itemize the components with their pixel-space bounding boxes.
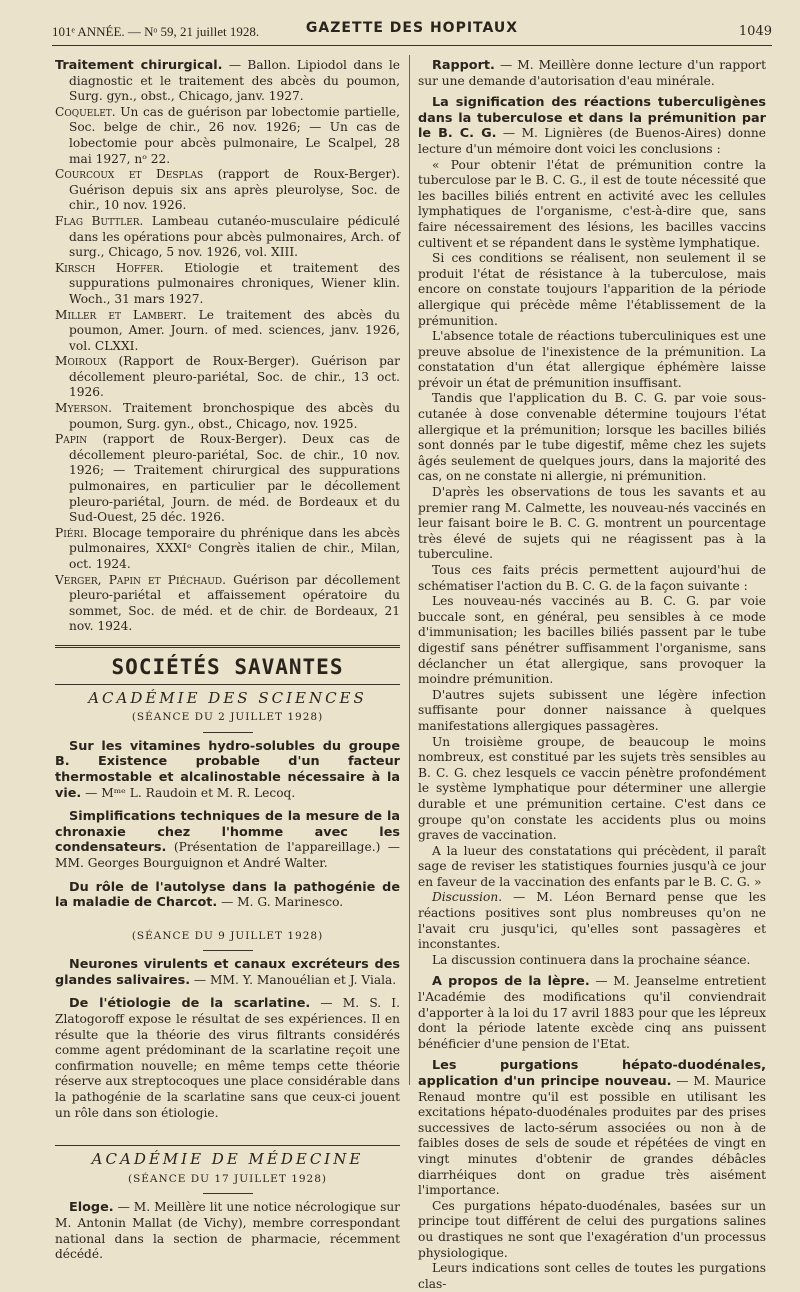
reference-author: Kirsch Hoffer. bbox=[55, 260, 164, 275]
reference-text: Blocage temporaire du phrénique dans les abcès pulmonaires, XXXIᵉ Congrès italien de chir., Milan, oct. 1924. bbox=[69, 525, 400, 571]
reference-entry bbox=[55, 573, 400, 635]
reference-text: Lambeau cutanéo-musculaire pédiculé dans les opérations pour abcès pulmonaires, Arch. of surg., Chicago, 5 nov. 1926, vol. XIII. bbox=[69, 213, 400, 260]
rapport-paragraph bbox=[418, 58, 766, 89]
reference-text: Etiologie et traitement des suppurations pulmonaires chroniques, Wiener klin. Woch., 31 mars 1927. bbox=[69, 260, 400, 306]
item-title: Neurones virulents et canaux excréteurs des glandes salivaires. bbox=[55, 957, 400, 988]
body-paragraph: D'autres sujets subissent une légère infection suffisante pour donner naissance à quelques manifestations allergiques passagères. bbox=[418, 687, 766, 733]
signification-paragraph bbox=[418, 95, 766, 157]
communication-item bbox=[55, 996, 400, 1121]
item-text: — Mᵐᵉ L. Raudoin et M. R. Lecoq. bbox=[81, 785, 296, 800]
communication-item bbox=[55, 880, 400, 911]
journal-title: GAZETTE DES HOPITAUX bbox=[305, 20, 519, 36]
reference-author: Moiroux bbox=[55, 354, 107, 369]
body-paragraph: L'absence totale de réactions tuberculiniques est une preuve absolue de l'inexistence de la prémunition. La constatation d'un état allergique éphémère laisse prévoir un état de prémunition insuffisant. bbox=[418, 329, 766, 390]
body-paragraph: « Pour obtenir l'état de prémunition contre la tuberculose par le B. C. G., il est de toute nécessité que les bacilles biliés entrent en activité avec les cellules lymphatiques de l'organisme, c'est-à-dire que, sans faire nécessairement des lésions, les bacilles vaccins cultivent et se répandent dans le système lymphatique. bbox=[418, 157, 766, 250]
seance-date: (SÉANCE DU 9 JUILLET 1928) bbox=[131, 929, 324, 942]
item-title: A propos de la lèpre. bbox=[432, 974, 590, 990]
reference-list bbox=[55, 58, 400, 635]
reference-entry bbox=[55, 401, 400, 432]
item-text: — M. Meillère lit une notice nécrologique sur M. Antonin Mallat (de Vichy), membre correspondant national dans la section de pharmacie, récemment décédé. bbox=[55, 1200, 400, 1262]
body-paragraph: Leurs indications sont celles de toutes les purgations clas- bbox=[418, 1261, 766, 1291]
header-rule bbox=[52, 45, 772, 46]
reference-author: Traitement chirurgical. bbox=[55, 58, 223, 73]
reference-author: Myerson. bbox=[55, 401, 113, 416]
item-text: — M. Maurice Renaud montre qu'il est possible en utilisant les excitations hépato-duodénales produites par des prises successives de lacto-sérum associées ou non à de faibles doses de sels de soude et répétées de vingt en vingt minutes d'obtenir de grandes débâcles diarrhéiques dont on gradue très aisément l'importance. bbox=[418, 1074, 766, 1198]
reference-entry bbox=[55, 308, 400, 355]
communication-item bbox=[55, 957, 400, 988]
right-column bbox=[418, 58, 766, 1292]
lepre-paragraph bbox=[418, 974, 766, 1052]
section-double-rule bbox=[55, 645, 400, 648]
item-text: — M. Lignières (de Buenos-Aires) donne lecture d'un mémoire dont voici les conclusions : bbox=[418, 126, 766, 156]
item-text: — MM. Y. Manouélian et J. Viala. bbox=[190, 972, 397, 987]
reference-author: Coquelet. bbox=[55, 104, 116, 119]
body-paragraph: Ces purgations hépato-duodénales, basées sur un principe tout différent de celui des purgations salines ou drastiques ne sont que l'exagération d'un processus physiologique. bbox=[418, 1198, 766, 1260]
body-paragraph: A la lueur des constatations qui précèdent, il paraît sage de reviser les statistiques fournies jusqu'à ce jour en faveur de la vaccination des enfants par le B. C. G. » bbox=[418, 843, 766, 889]
discussion-continue: La discussion continuera dans la prochaine séance. bbox=[432, 952, 751, 967]
item-title: Discussion. bbox=[432, 890, 503, 905]
reference-author: Papin bbox=[55, 432, 88, 447]
column-divider bbox=[409, 55, 410, 1085]
reference-entry bbox=[55, 261, 400, 308]
reference-author: Miller et Lambert. bbox=[55, 307, 187, 322]
reference-author: Piéri. bbox=[55, 525, 88, 540]
reference-text: (rapport de Roux-Berger). Deux cas de décollement pleuro-pariétal, Soc. de chir., 10 nov. 1926; — Traitement chirurgical des suppurations pulmonaires, en particulier par le décollement pleuro-pariétal, Journ. de méd. de Bordeaux et du Sud-Ouest, 25 déc. 1926. bbox=[69, 432, 400, 525]
reference-entry bbox=[55, 105, 400, 167]
reference-entry bbox=[55, 214, 400, 261]
seance-date: (SÉANCE DU 17 JUILLET 1928) bbox=[127, 1172, 328, 1185]
item-title: Sur les vitamines hydro-solubles du groupe B. Existence probable d'un facteur thermostable et alcalinostable nécessaire à la vie. bbox=[55, 738, 400, 801]
reference-entry bbox=[55, 354, 400, 401]
reference-text: (Rapport de Roux-Berger). Guérison par décollement pleuro-pariétal, Soc. de chir., 13 oct. 1926. bbox=[69, 354, 400, 400]
short-rule bbox=[203, 950, 253, 951]
memoire-conclusions bbox=[418, 158, 766, 891]
body-paragraph: Si ces conditions se réalisent, non seulement il se produit l'état de résistance à la tuberculose, mais encore on constate toujours l'apparition de la période allergique qui précède même l'établissement de la prémunition. bbox=[418, 251, 766, 328]
items-seance-1 bbox=[55, 739, 400, 911]
page-header bbox=[52, 18, 772, 44]
heading-academie-medecine: ACADÉMIE DE MÉDECINE bbox=[91, 1150, 364, 1169]
item-text: — M. Léon Bernard pense que les réactions positives sont plus nombreuses qu'on ne l'avait cru jusqu'ici, qu'elles sont passagères et inconstantes. bbox=[418, 890, 766, 952]
issue-info: 101ᵉ ANNÉE. — Nᵒ 59, 21 juillet 1928. bbox=[52, 24, 260, 39]
item-text: — M. Meillère donne lecture d'un rapport sur une demande d'autorisation d'eau minérale. bbox=[418, 58, 766, 88]
item-text: — M. Jeanselme entretient l'Académie des modifications qu'il conviendrait d'apporter à la loi du 17 avril 1883 pour que les lépreux dont la période latente excède cinq ans puissent bénéficier d'une pension de l'Etat. bbox=[418, 974, 767, 1051]
reference-entry bbox=[55, 432, 400, 526]
rule bbox=[55, 1145, 400, 1146]
reference-text: — Ballon. Lipiodol dans le diagnostic et le traitement des abcès du poumon, Surg. gyn., obst., Chicago, janv. 1927. bbox=[69, 58, 400, 104]
rule bbox=[55, 684, 400, 685]
items-seance-2 bbox=[55, 957, 400, 1121]
item-title: Eloge. bbox=[69, 1200, 114, 1216]
reference-entry bbox=[55, 167, 400, 214]
item-title: Les purgations hépato-duodénales, application d'un principe nouveau. bbox=[418, 1058, 766, 1089]
body-paragraph: Les nouveau-nés vaccinés au B. C. G. par voie buccale sont, en général, peu sensibles à ce mode d'immunisation; les bacilles biliés passent par le tube digestif sans pénétrer suffisamment l'organisme, sans déclancher un état allergique, sans provoquer la moindre prémunition. bbox=[418, 594, 766, 687]
seance-date: (SÉANCE DU 2 JUILLET 1928) bbox=[131, 711, 324, 724]
discussion-paragraph bbox=[418, 890, 766, 952]
reference-text: Le traitement des abcès du poumon, Amer. Journ. of med. sciences, janv. 1926, vol. CLXXI. bbox=[69, 307, 400, 353]
item-text: (Présentation de l'appareillage.) — MM. Georges Bourguignon et André Walter. bbox=[55, 840, 400, 870]
purgations-continued bbox=[418, 1199, 766, 1292]
reference-author: Verger, Papin et Piéchaud. bbox=[55, 572, 226, 587]
left-column bbox=[55, 58, 400, 1263]
reference-entry bbox=[55, 58, 400, 105]
item-title: Rapport. bbox=[432, 58, 495, 73]
body-paragraph: Tous ces faits précis permettent aujourd'hui de schématiser l'action du B. C. G. de la façon suivante : bbox=[418, 563, 766, 593]
item-text: — M. S. I. Zlatogoroff expose le résultat de ses expériences. Il en résulte que la théorie des virus filtrants considérés comme agent prédominant de la scarlatine reçoit une confirmation nouvelle; en même temps cette théorie réserve aux streptocoques une place considérable dans la pathogénie de la scarlatine sans que ceux-ci jouent un rôle dans son étiologie. bbox=[55, 996, 400, 1120]
reference-text: (rapport de Roux-Berger). Guérison depuis six ans après pleurolyse, Soc. de chir., 10 nov. 1926. bbox=[69, 167, 400, 213]
item-title: Du rôle de l'autolyse dans la pathogénie de la maladie de Charcot. bbox=[55, 879, 400, 911]
reference-author: Flag Buttler. bbox=[55, 213, 144, 228]
short-rule bbox=[203, 1193, 253, 1194]
short-rule bbox=[203, 732, 253, 733]
item-title: La signification des réactions tuberculigènes dans la tuberculose et dans la prémunition par le B. C. G. bbox=[418, 95, 766, 142]
purgations-paragraph bbox=[418, 1058, 766, 1198]
reference-text: Traitement bronchospique des abcès du poumon, Surg. gyn., obst., Chicago, nov. 1925. bbox=[69, 401, 400, 431]
reference-text: Guérison par décollement pleuro-pariétal et affaissement opératoire du sommet, Soc. de méd. et de chir. de Bordeaux, 21 nov. 1924. bbox=[69, 572, 400, 634]
item-title: De l'étiologie de la scarlatine. bbox=[69, 996, 311, 1012]
body-paragraph: Un troisième groupe, de beaucoup le moins nombreux, est constitué par les sujets très sensibles au B. C. G. chez lesquels ce vaccin pénètre profondément le système lymphatique pour déterminer une allergie durable et une prémunition certaine. C'est dans ce groupe qu'on constate les accidents plus ou moins graves de vaccination. bbox=[418, 734, 766, 843]
page-number: 1049 bbox=[738, 24, 772, 39]
body-paragraph: D'après les observations de tous les savants et au premier rang M. Calmette, les nouveau-nés vaccinés en leur faisant boire le B. C. G. montrent un pourcentage très élevé de sujets qui ne réagissent pas à la tuberculine. bbox=[418, 485, 766, 562]
item-text: — M. G. Marinesco. bbox=[217, 895, 344, 910]
reference-author: Courcoux et Desplas bbox=[55, 167, 204, 182]
item-title: Simplifications techniques de la mesure de la chronaxie chez l'homme avec les condensateurs. bbox=[55, 809, 400, 856]
section-heading-societes: SOCIÉTÉS SAVANTES bbox=[111, 654, 344, 679]
communication-item bbox=[55, 809, 400, 871]
reference-text: Un cas de guérison par lobectomie partielle, Soc. belge de chir., 26 nov. 1926; — Un cas de lobectomie pour abcès pulmonaire, Le Scalpel, 28 mai 1927, nᵒ 22. bbox=[69, 104, 400, 166]
communication-item bbox=[55, 739, 400, 801]
body-paragraph: Tandis que l'application du B. C. G. par voie sous-cutanée à dose convenable détermine toujours l'état allergique et la prémunition; lorsque les bacilles biliés sont donnés par le tube digestif, même chez les sujets âgés seulement de quelques jours, dans la majorité des cas, on ne constate ni allergie, ni prémunition. bbox=[418, 391, 766, 484]
reference-entry bbox=[55, 526, 400, 573]
eloge-paragraph bbox=[55, 1200, 400, 1262]
heading-academie-sciences: ACADÉMIE DES SCIENCES bbox=[88, 688, 367, 707]
